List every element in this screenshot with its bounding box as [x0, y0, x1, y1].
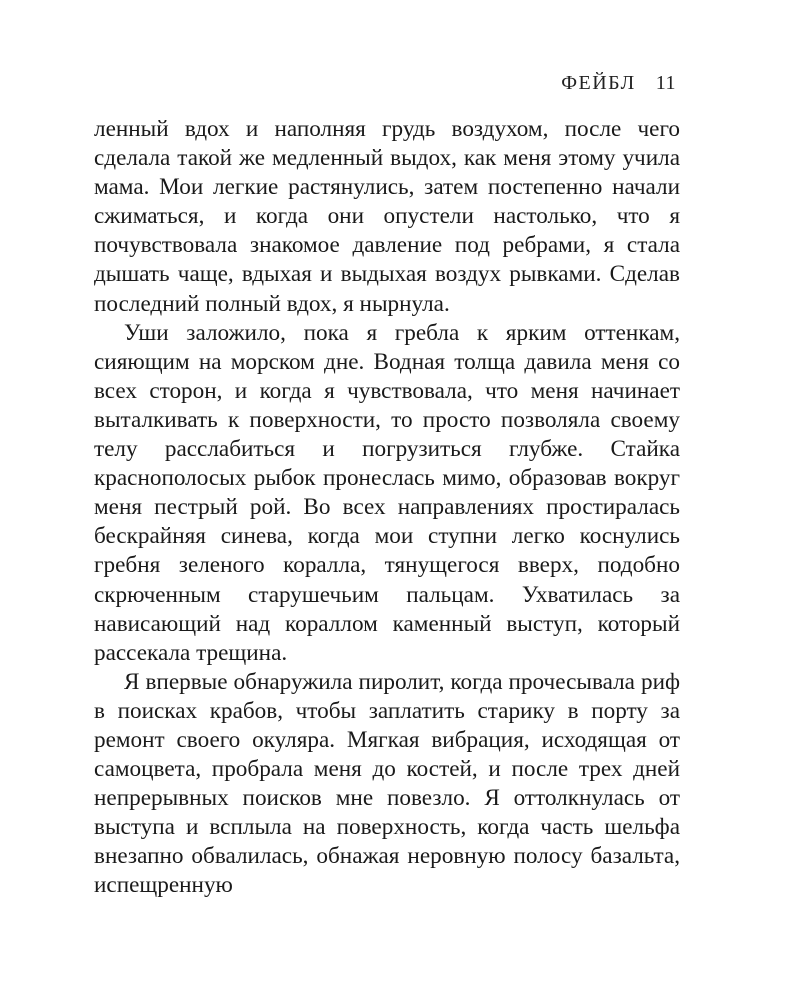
body-text: [94, 115, 680, 901]
running-head: [561, 72, 676, 95]
paragraph: Я впервые обнаружила пиролит, когда прочесывала риф в поисках крабов, чтобы заплатить старику в порту за ремонт своего окуляра. Мягкая вибрация, исходящая от самоцвета, пробрала меня до костей, и после трех дней непрерывных поисков мне повезло. Я оттолкнулась от выступа и всплыла на поверхность, когда часть шельфа внезапно обвалилась, обнажая неровную полосу базальта, испещренную: [94, 668, 680, 899]
page-number: 11: [655, 72, 676, 94]
book-title: ФЕЙБЛ: [561, 72, 636, 94]
paragraph-continuation: ленный вдох и наполняя грудь воздухом, после чего сделала такой же медленный выдох, как меня этому учила мама. Мои легкие растянулись, затем постепенно начали сжиматься, и когда они опустели настолько, что я почувствовала знакомое давление под ребрами, я стала дышать чаще, вдыхая и выдыхая воздух рывками. Сделав последний полный вдох, я нырнула.: [94, 116, 680, 317]
paragraph: Уши заложило, пока я гребла к ярким оттенкам, сияющим на морском дне. Водная толща давила меня со всех сторон, и когда я чувствовала, что меня начинает выталкивать к поверхности, то просто позволяла своему телу расслабиться и погрузиться глубже. Стайка краснополосых рыбок пронеслась мимо, образовав вокруг меня пестрый рой. Во всех направлениях простиралась бескрайняя синева, когда мои ступни легко коснулись гребня зеленого коралла, тянущегося вверх, подобно скрюченным старушечьим пальцам. Ухватилась за нависающий над кораллом каменный выступ, который рассекала трещина.: [94, 319, 680, 666]
